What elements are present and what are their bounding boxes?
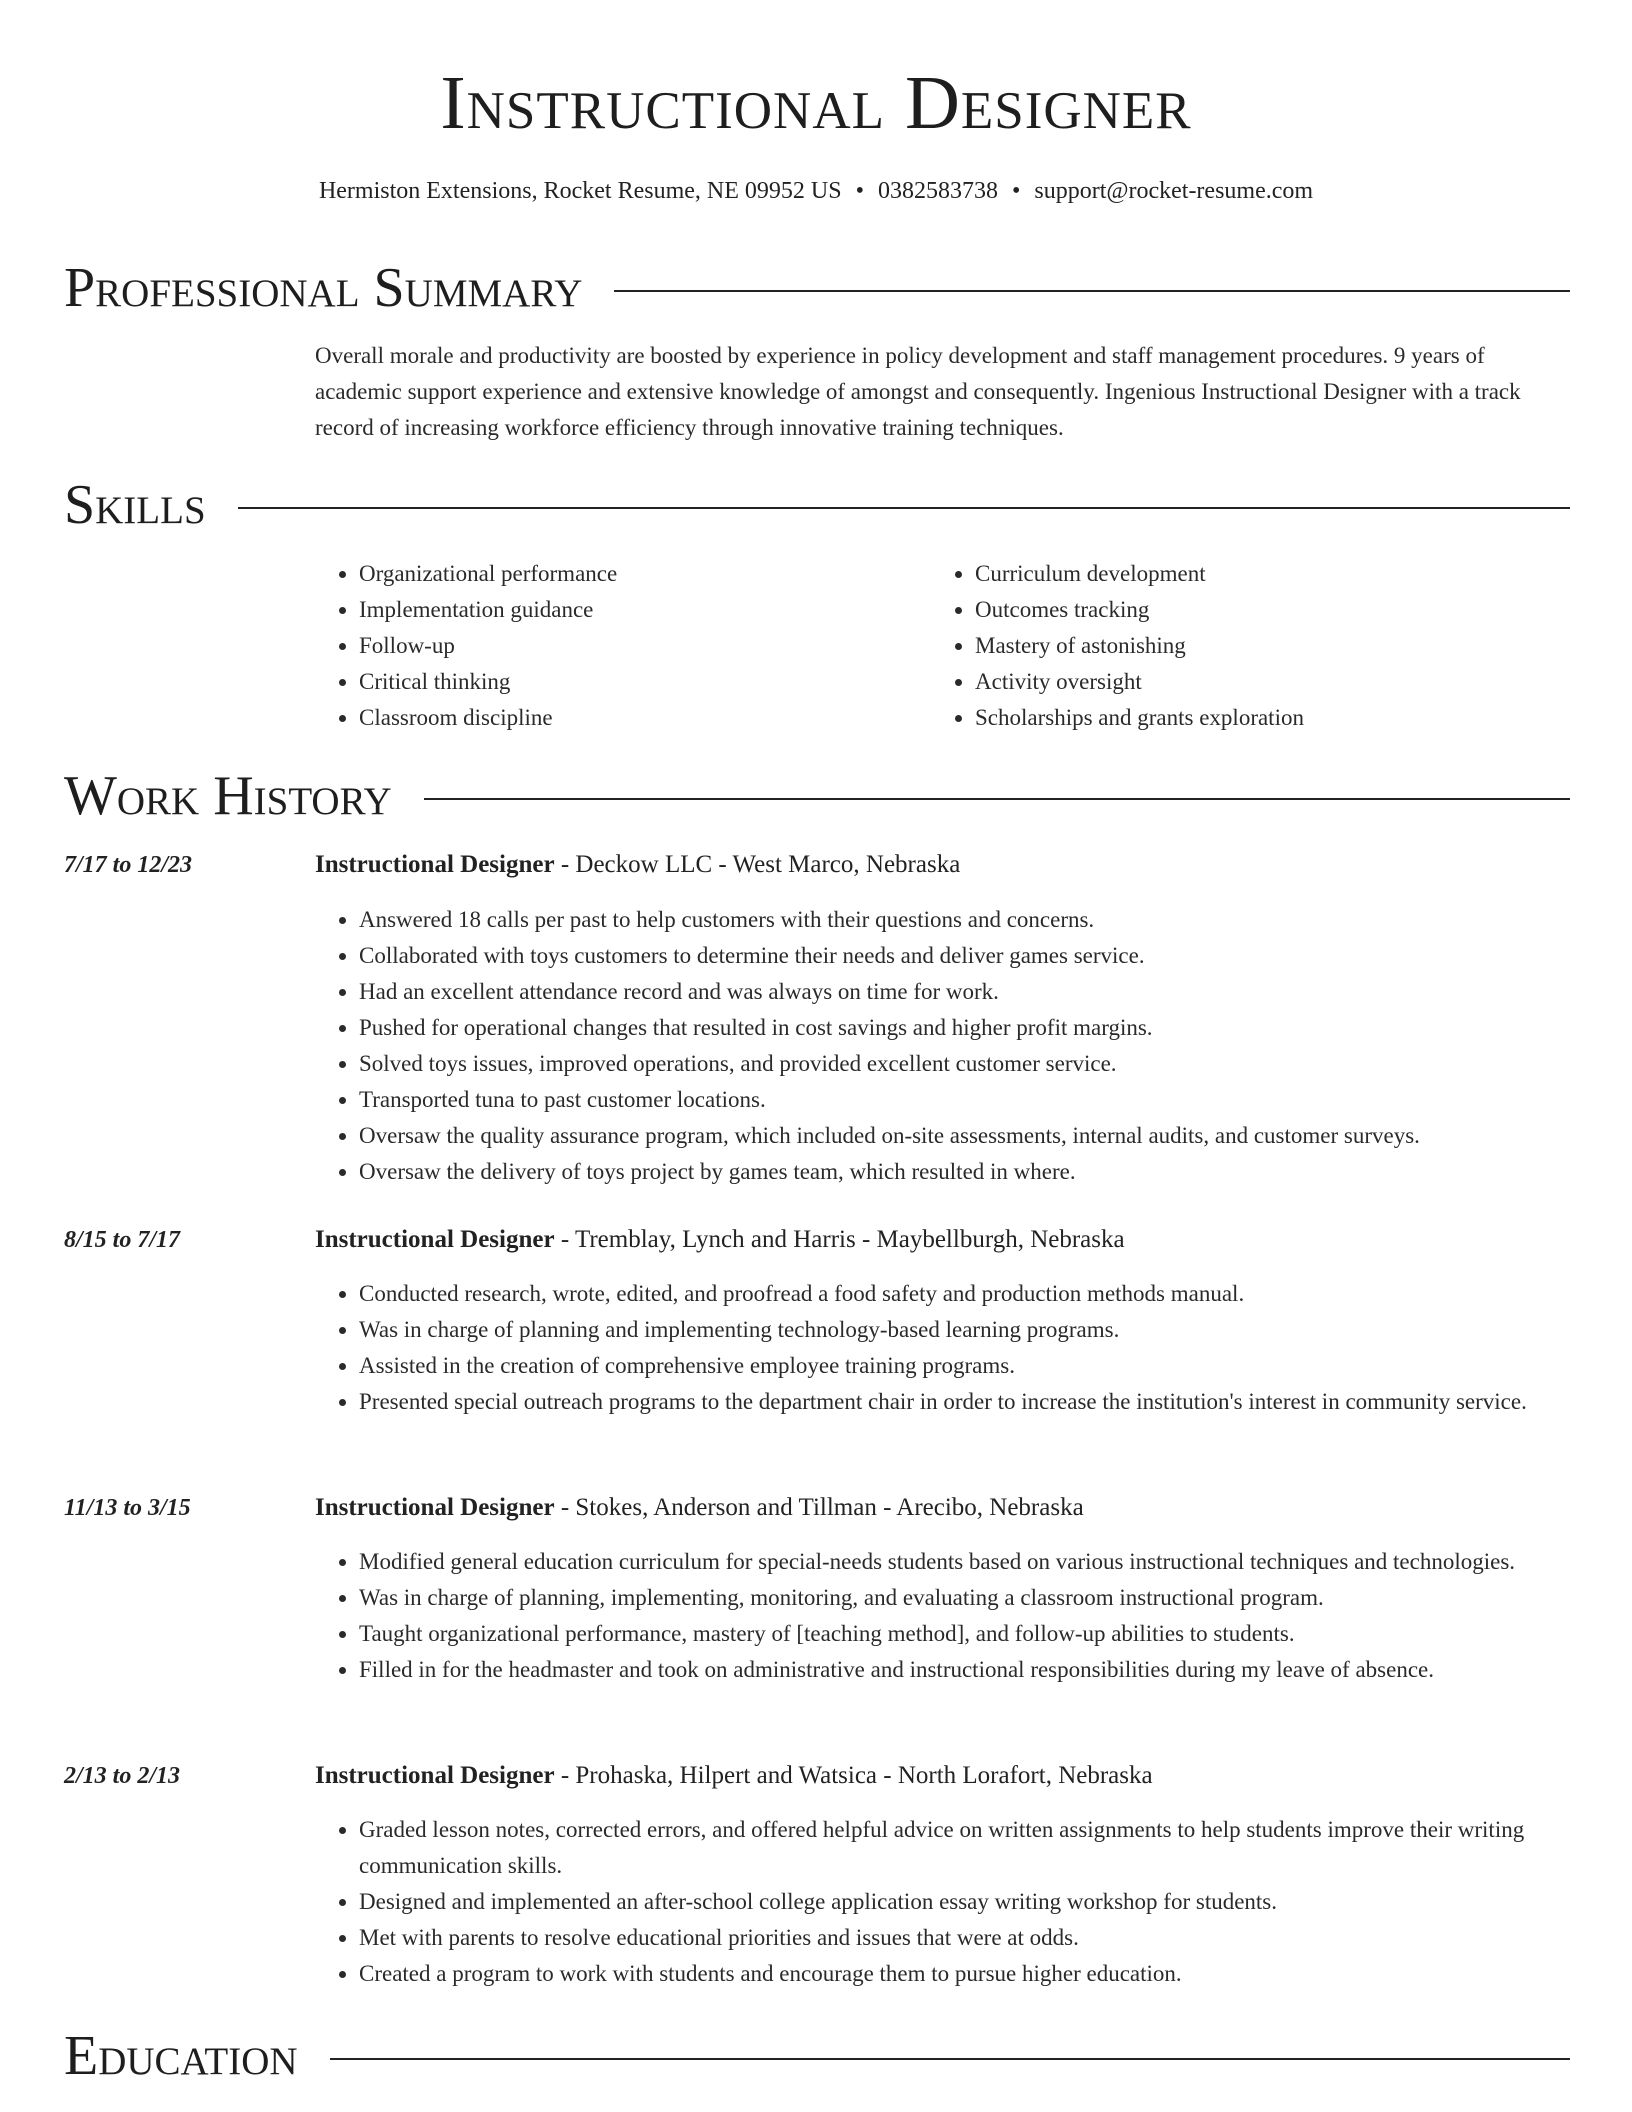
job-title-line [315,847,1570,883]
resume-name: Instructional Designer [440,61,1192,145]
job-bullet: • Designed and implemented an after-school college application essay writing workshop for students. [359,1884,1570,1920]
skills-list-right [931,556,1531,736]
job-employer: - Stokes, Anderson and Tillman - Arecibo, Nebraska [554,1494,1084,1521]
job-bullets [315,902,1570,1190]
skills-section-header [64,473,1570,537]
summary-heading: Professional Summary [64,257,583,319]
job-bullet: • Had an excellent attendance record and was always on time for work. [359,974,1570,1010]
job-bullet: • Created a program to work with students and encourage them to pursue higher education. [359,1956,1570,1992]
job-employer: - Tremblay, Lynch and Harris - Maybellburgh, Nebraska [554,1226,1125,1253]
job-bullet: • Collaborated with toys customers to determine their needs and deliver games service. [359,938,1570,974]
job-title-line [315,1490,1570,1526]
job-employer: - Deckow LLC - West Marco, Nebraska [554,851,961,878]
job-bullets [315,1276,1570,1420]
summary-section-header [64,256,1570,320]
job-dates: 11/13 to 3/15 [64,1495,191,1521]
job-bullet: • Modified general education curriculum for special-needs students based on various instructional techniques and technologies. [359,1544,1570,1580]
skill-item: • Curriculum development [975,556,1531,592]
education-heading: Education [64,2025,298,2087]
contact-address: Hermiston Extensions, Rocket Resume, NE 09952 US [318,178,842,204]
summary-text: Overall morale and productivity are boosted by experience in policy development and staff management procedures. 9 years of academic support experience and extensive knowledge of amongst and consequently. Ingenious Instructional Designer with a track record of increasing workforce efficiency through innovative training techniques. [315,343,1521,440]
section-divider [238,507,1570,509]
job-bullet: • Filled in for the headmaster and took on administrative and instructional responsibilities during my leave of absence. [359,1652,1570,1688]
skill-item: • Organizational performance [359,556,915,592]
job-dates: 8/15 to 7/17 [64,1227,181,1253]
work-section-header [64,764,1570,828]
job-bullets [315,1544,1570,1688]
job-bullet: • Was in charge of planning and implementing technology-based learning programs. [359,1312,1570,1348]
job-employer: - Prohaska, Hilpert and Watsica - North Lorafort, Nebraska [554,1762,1153,1789]
job-title: Instructional Designer [315,1226,555,1253]
skills-heading: Skills [64,474,206,536]
job-title: Instructional Designer [315,1762,555,1789]
job-dates: 7/17 to 12/23 [64,852,193,878]
skill-item: • Implementation guidance [359,592,915,628]
skill-item: • Activity oversight [975,664,1531,700]
contact-email: support@rocket-resume.com [1034,178,1314,204]
job-bullet: • Oversaw the delivery of toys project by games team, which resulted in where. [359,1154,1570,1190]
job-bullets [315,1812,1570,1992]
job-dates: 2/13 to 2/13 [64,1763,181,1789]
skill-item: • Outcomes tracking [975,592,1531,628]
job-bullet: • Was in charge of planning, implementing, monitoring, and evaluating a classroom instructional program. [359,1580,1570,1616]
job-bullet: • Taught organizational performance, mastery of [teaching method], and follow-up abilities to students. [359,1616,1570,1652]
job-bullet: • Answered 18 calls per past to help customers with their questions and concerns. [359,902,1570,938]
contact-line [0,175,1632,207]
job-bullet: • Solved toys issues, improved operations, and provided excellent customer service. [359,1046,1570,1082]
section-divider [424,798,1570,800]
job-title: Instructional Designer [315,851,555,878]
job-bullet: • Graded lesson notes, corrected errors, and offered helpful advice on written assignments to help students improve their writing communication skills. [359,1812,1570,1884]
job-bullet: • Oversaw the quality assurance program, which included on-site assessments, internal audits, and customer surveys. [359,1118,1570,1154]
contact-separator: • [1011,178,1021,204]
section-divider [330,2058,1570,2060]
job-title-line [315,1758,1570,1794]
job-title-line [315,1222,1570,1258]
job-bullet: • Pushed for operational changes that resulted in cost savings and higher profit margins. [359,1010,1570,1046]
education-section-header [64,2024,1570,2088]
skill-item: • Follow-up [359,628,915,664]
skill-item: • Classroom discipline [359,700,915,736]
skill-item: • Scholarships and grants exploration [975,700,1531,736]
section-divider [614,290,1570,292]
job-bullet: • Presented special outreach programs to the department chair in order to increase the institution's interest in community service. [359,1384,1570,1420]
skills-list-left [315,556,915,736]
job-bullet: • Met with parents to resolve educational priorities and issues that were at odds. [359,1920,1570,1956]
job-title: Instructional Designer [315,1494,555,1521]
contact-phone: 0382583738 [877,178,998,204]
job-bullet: • Assisted in the creation of comprehensive employee training programs. [359,1348,1570,1384]
job-bullet: • Conducted research, wrote, edited, and proofread a food safety and production methods manual. [359,1276,1570,1312]
skill-item: • Mastery of astonishing [975,628,1531,664]
job-bullet: • Transported tuna to past customer locations. [359,1082,1570,1118]
skill-item: • Critical thinking [359,664,915,700]
work-heading: Work History [64,765,392,827]
contact-separator: • [855,178,864,204]
